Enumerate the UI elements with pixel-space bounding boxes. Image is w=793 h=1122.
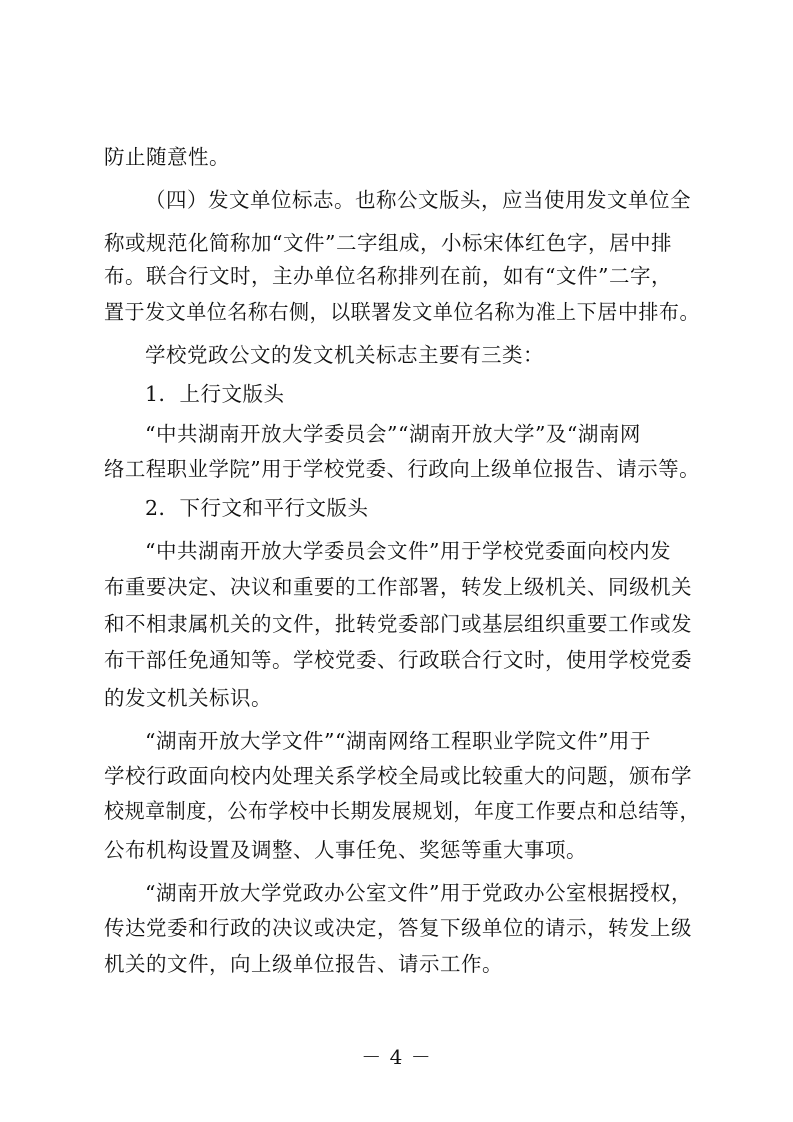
text-line: 络工程职业学院”用于学校党委、行政向上级单位报告、请示等。 (104, 457, 700, 481)
page-number: － 4 － (361, 1045, 432, 1069)
text-line: 的发文机关标识。 (104, 686, 272, 710)
text-line: 学校行政面向校内处理关系学校全局或比较重大的问题，颁布学 (104, 764, 692, 788)
text-line: 传达党委和行政的决议或决定，答复下级单位的请示，转发上级 (104, 916, 692, 940)
text-line: 称或规范化简称加“文件”二字组成，小标宋体红色字，居中排 (104, 231, 672, 255)
text-line: 和不相隶属机关的文件，批转党委部门或基层组织重要工作或发 (104, 612, 692, 636)
text-line: 布干部任免通知等。学校党委、行政联合行文时，使用学校党委 (104, 648, 692, 672)
text-line: （四）发文单位标志。也称公文版头，应当使用发文单位全 (145, 188, 691, 212)
text-line: “中共湖南开放大学委员会文件”用于学校党委面向校内发 (145, 539, 671, 563)
text-line: 公布机构设置及调整、人事任免、奖惩等重大事项。 (104, 838, 587, 862)
text-line: 机关的文件，向上级单位报告、请示工作。 (104, 952, 503, 976)
section-heading: 2．下行文和平行文版头 (145, 496, 369, 520)
text-line: 校规章制度，公布学校中长期发展规划，年度工作要点和总结等， (104, 799, 701, 823)
section-heading: 1．上行文版头 (145, 382, 285, 406)
text-line: 布重要决定、决议和重要的工作部署，转发上级机关、同级机关 (104, 575, 692, 599)
text-line: 防止随意性。 (104, 145, 230, 169)
text-line: “湖南开放大学党政办公室文件”用于党政办公室根据授权， (145, 881, 692, 905)
text-line: “湖南开放大学文件”“湖南网络工程职业学院文件”用于 (145, 729, 651, 753)
text-line: 布。联合行文时，主办单位名称排列在前，如有“文件”二字， (104, 264, 672, 288)
text-line: “中共湖南开放大学委员会”“湖南开放大学”及“湖南网 (145, 422, 641, 446)
text-line: 置于发文单位名称右侧，以联署发文单位名称为准上下居中排布。 (104, 300, 701, 324)
text-line: 学校党政公文的发文机关标志主要有三类： (145, 343, 544, 367)
